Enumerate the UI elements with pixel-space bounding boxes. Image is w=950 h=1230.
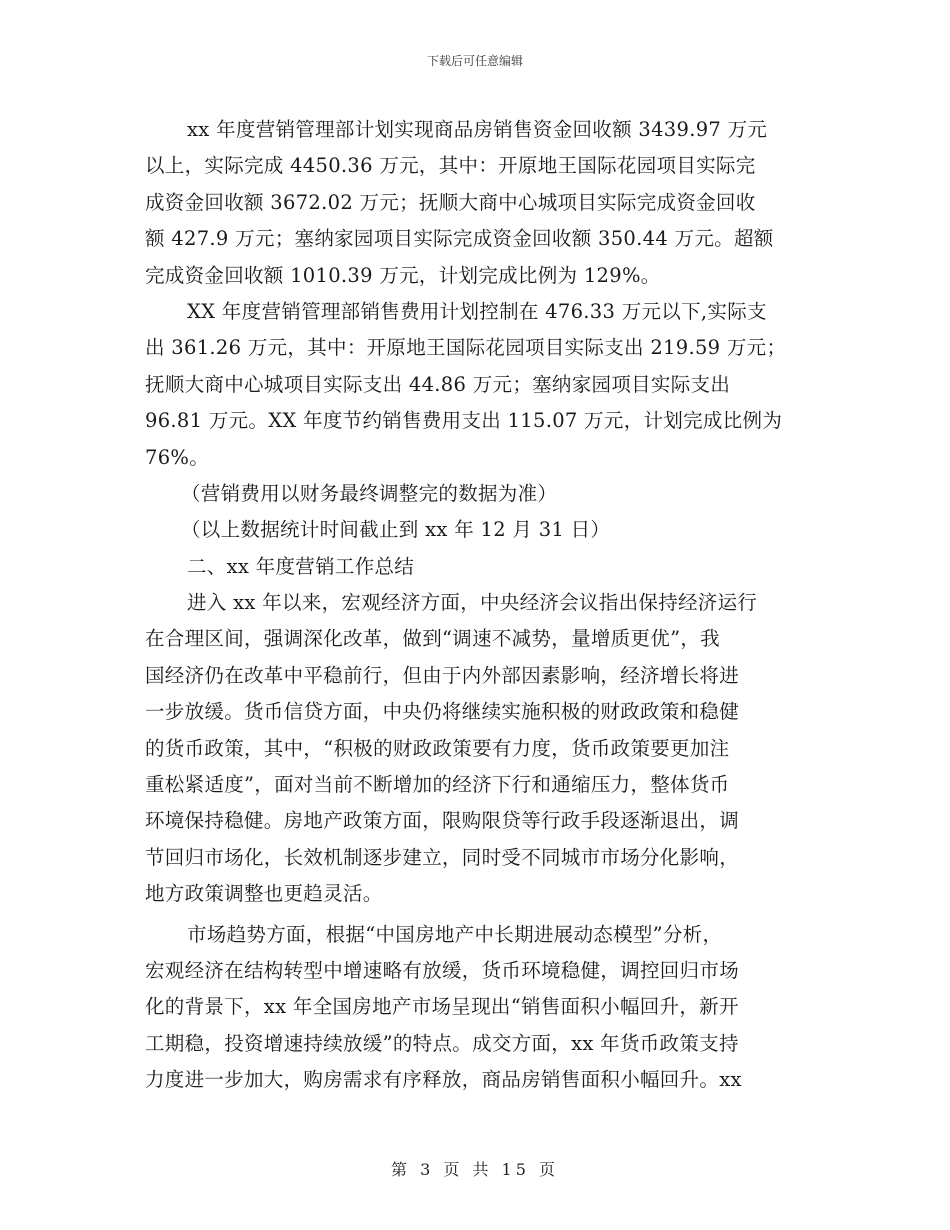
text-line: 地方政策调整也更趋灵活。: [145, 882, 383, 906]
text-line: 节回归市场化，长效机制逐步建立，同时受不同城市市场分化影响，: [145, 845, 740, 869]
paragraph-collection-summary: [145, 112, 805, 294]
page-header: 下载后可任意编辑: [426, 54, 523, 68]
paragraph-macro-economy: [145, 585, 805, 913]
text-line: 76%。: [145, 445, 210, 469]
text-line: 的货币政策，其中，“积极的财政政策要有力度，货币政策要更加注: [145, 736, 730, 760]
text-line: 抚顺大商中心城项目实际支出 44.86 万元；塞纳家园项目实际支出: [145, 372, 731, 396]
text-line: 在合理区间，强调深化改革，做到“调速不减势，量增质更优”，我: [145, 627, 720, 651]
text-line: 96.81 万元。XX 年度节约销售费用支出 115.07 万元，计划完成比例为: [145, 409, 783, 433]
text-line: 以上，实际完成 4450.36 万元，其中：开原地王国际花园项目实际完: [145, 154, 756, 178]
note-data-cutoff: （以上数据统计时间截止到 xx 年 12 月 31 日）: [181, 518, 611, 542]
text-line: XX 年度营销管理部销售费用计划控制在 476.33 万元以下,实际支: [187, 299, 767, 323]
text-line: 完成资金回收额 1010.39 万元，计划完成比例为 129%。: [145, 263, 661, 287]
paragraph-expense-summary: [145, 294, 805, 476]
text-line: xx 年度营销管理部计划实现商品房销售资金回收额 3439.97 万元: [187, 118, 768, 141]
text-line: 成资金回收额 3672.02 万元；抚顺大商中心城项目实际完成资金回收: [145, 190, 756, 214]
text-line: 出 361.26 万元，其中：开原地王国际花园项目实际支出 219.59 万元；: [145, 336, 787, 360]
text-line: 宏观经济在结构转型中增速略有放缓，货币环境稳健，调控回归市场: [145, 958, 740, 982]
text-line: 环境保持稳健。房地产政策方面，限购限贷等行政手段逐渐退出，调: [145, 809, 740, 833]
text-line: 市场趋势方面，根据“中国房地产中长期进展动态模型”分析，: [187, 922, 723, 946]
text-line: 重松紧适度”，面对当前不断增加的经济下行和通缩压力，整体货币: [145, 773, 730, 797]
document-body: [145, 112, 805, 1099]
text-line: 额 427.9 万元；塞纳家园项目实际完成资金回收额 350.44 万元。超额: [145, 227, 774, 251]
paragraph-market-trends: [145, 917, 805, 1099]
text-line: 化的背景下，xx 年全国房地产市场呈现出“销售面积小幅回升，新开: [145, 995, 739, 1019]
text-line: 国经济仍在改革中平稳前行，但由于内外部因素影响，经济增长将进: [145, 663, 740, 687]
text-line: 力度进一步加大，购房需求有序释放，商品房销售面积小幅回升。xx: [145, 1068, 742, 1092]
text-line: 进入 xx 年以来，宏观经济方面，中央经济会议指出保持经济运行: [187, 591, 758, 615]
page-footer: 第 3 页 共 15 页: [391, 1160, 559, 1179]
note-expense-basis: （营销费用以财务最终调整完的数据为准）: [181, 481, 558, 505]
text-line: 工期稳，投资增速持续放缓”的特点。成交方面，xx 年货币政策支持: [145, 1031, 739, 1055]
text-line: 一步放缓。货币信贷方面，中央仍将继续实施积极的财政政策和稳健: [145, 700, 740, 724]
section-heading: 二、xx 年度营销工作总结: [187, 554, 415, 578]
